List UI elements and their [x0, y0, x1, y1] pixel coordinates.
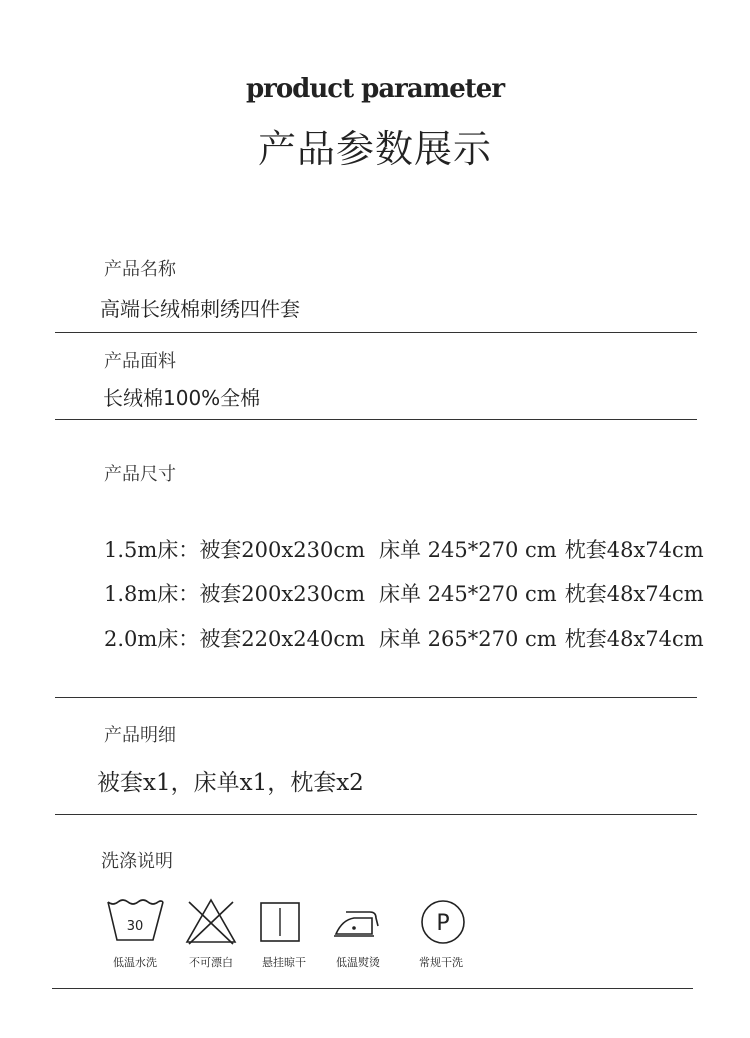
pillow-size: 枕套48x74cm	[564, 582, 704, 606]
duvet-size: 被套200x230cm	[199, 582, 365, 606]
wash-label: 洗涤说明	[101, 851, 173, 872]
hang-dry-icon	[254, 896, 314, 948]
page-title: 产品参数展示	[257, 127, 492, 171]
wash-item-label: 常规干洗	[419, 956, 463, 969]
dry-clean-letter: P	[436, 911, 450, 936]
no-bleach-icon	[181, 896, 241, 948]
detail-value: 被套x1，床单x1，枕套x2	[97, 770, 364, 796]
sheet-size: 床单 245*270 cm	[379, 538, 557, 562]
bed-size: 1.5m床：	[104, 538, 200, 562]
sheet-size: 床单 265*270 cm	[379, 627, 557, 651]
fabric-value: 长绒棉100%全棉	[103, 386, 261, 410]
title-english: product parameter	[245, 74, 505, 104]
product-name-value: 高端长绒棉刺绣四件套	[100, 297, 300, 321]
size-row	[104, 534, 704, 564]
wash-item-label: 不可漂白	[189, 956, 233, 969]
pillow-size: 枕套48x74cm	[564, 627, 704, 651]
size-row	[104, 623, 704, 653]
bed-size: 1.8m床：	[104, 582, 200, 606]
wash-item-label: 低温熨烫	[336, 956, 380, 969]
bed-size: 2.0m床：	[104, 627, 200, 651]
size-row	[104, 578, 704, 608]
duvet-size: 被套220x240cm	[199, 627, 365, 651]
low-temp-wash-icon	[105, 896, 165, 948]
pillow-size: 枕套48x74cm	[564, 538, 704, 562]
sheet-size: 床单 245*270 cm	[379, 582, 557, 606]
low-temp-iron-icon	[332, 896, 392, 948]
wash-item-label: 悬挂晾干	[262, 956, 306, 969]
divider	[55, 419, 697, 420]
size-label: 产品尺寸	[104, 464, 176, 485]
dry-clean-icon	[415, 896, 475, 948]
divider	[55, 332, 697, 333]
divider	[55, 814, 697, 815]
detail-label: 产品明细	[104, 725, 176, 746]
product-name-label: 产品名称	[104, 259, 176, 280]
wash-item-label: 低温水洗	[113, 956, 157, 969]
divider	[52, 988, 693, 989]
wash-temp: 30	[126, 919, 144, 934]
duvet-size: 被套200x230cm	[199, 538, 365, 562]
divider	[55, 697, 697, 698]
fabric-label: 产品面料	[104, 351, 176, 372]
